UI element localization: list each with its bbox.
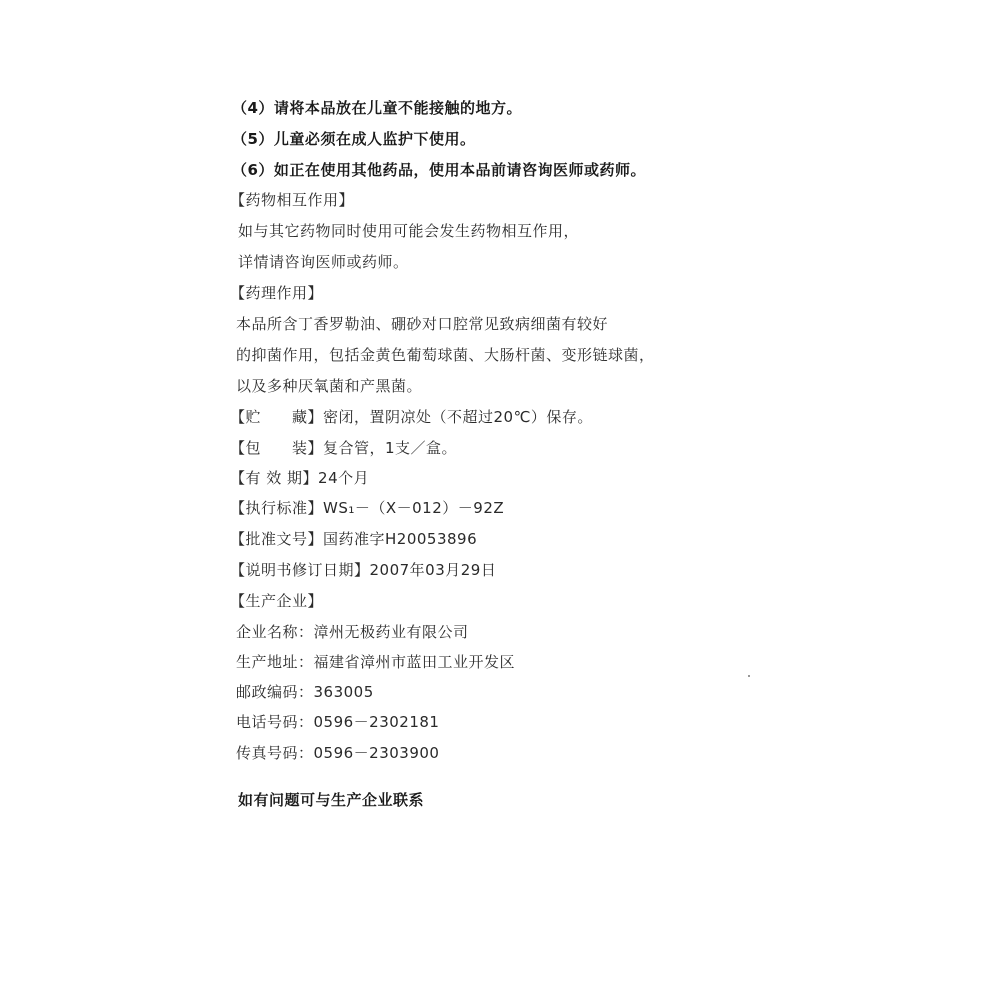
precaution-item-5: （5）儿童必须在成人监护下使用。 <box>232 130 476 148</box>
manufacturer-name: 企业名称：漳州无极药业有限公司 <box>236 623 469 641</box>
revision-date-field: 【说明书修订日期】2007年03月29日 <box>230 561 497 579</box>
package-field: 【包 装】复合管，1支／盒。 <box>230 439 458 457</box>
manufacturer-postcode: 邮政编码：363005 <box>236 683 374 701</box>
approval-field: 【批准文号】国药准字H20053896 <box>230 530 478 548</box>
pharmacology-heading: 【药理作用】 <box>230 284 324 302</box>
storage-field: 【贮 藏】密闭，置阴凉处（不超过20℃）保存。 <box>230 408 593 426</box>
scan-speck <box>748 675 750 677</box>
standard-field: 【执行标准】WS₁－（X－012）－92Z <box>230 499 505 517</box>
precaution-item-6: （6）如正在使用其他药品，使用本品前请咨询医师或药师。 <box>232 161 646 179</box>
pharmacology-text-line-3: 以及多种厌氧菌和产黑菌。 <box>236 377 423 395</box>
contact-note: 如有问题可与生产企业联系 <box>238 791 425 809</box>
manufacturer-fax: 传真号码：0596－2303900 <box>236 744 440 762</box>
interaction-heading: 【药物相互作用】 <box>230 191 355 209</box>
pharmacology-text-line-1: 本品所含丁香罗勒油、硼砂对口腔常见致病细菌有较好 <box>236 315 609 333</box>
manufacturer-heading: 【生产企业】 <box>230 592 324 610</box>
precaution-item-4: （4）请将本品放在儿童不能接触的地方。 <box>232 99 522 117</box>
manufacturer-phone: 电话号码：0596－2302181 <box>236 713 440 731</box>
interaction-text-line-1: 如与其它药物同时使用可能会发生药物相互作用， <box>238 222 580 240</box>
validity-field: 【有 效 期】24个月 <box>230 469 370 487</box>
interaction-text-line-2: 详情请咨询医师或药师。 <box>238 253 409 271</box>
manufacturer-address: 生产地址：福建省漳州市蓝田工业开发区 <box>236 653 516 671</box>
pharmacology-text-line-2: 的抑菌作用，包括金黄色葡萄球菌、大肠杆菌、变形链球菌， <box>236 346 655 364</box>
